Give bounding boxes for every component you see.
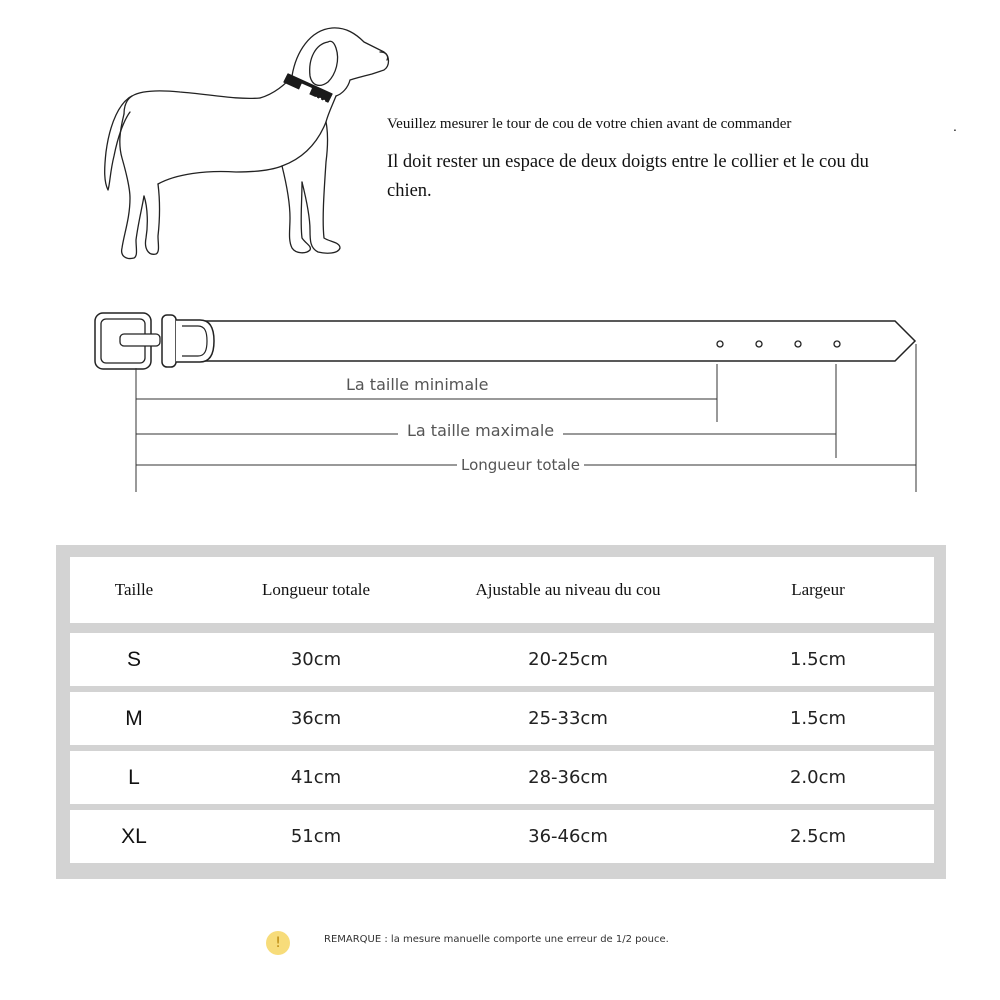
table-row bbox=[70, 810, 934, 863]
total-length-cell: 41cm bbox=[290, 767, 342, 788]
adjustable-cell: 20-25cm bbox=[528, 649, 608, 670]
header-adjustable: Ajustable au niveau du cou bbox=[475, 580, 661, 599]
size-table bbox=[56, 545, 946, 879]
max-size-label: La taille maximale bbox=[398, 421, 563, 441]
table-header-row bbox=[70, 557, 934, 623]
adjustable-cell: 36-46cm bbox=[528, 826, 608, 847]
instruction-spacing: Il doit rester un espace de deux doigts entre le collier et le cou du chien. bbox=[387, 152, 869, 201]
width-cell: 1.5cm bbox=[789, 649, 847, 670]
header-size: Taille bbox=[114, 580, 154, 599]
total-length-label: Longueur totale bbox=[457, 455, 584, 475]
trailing-dot: . bbox=[953, 118, 957, 134]
total-length-cell: 36cm bbox=[290, 708, 342, 729]
width-cell: 1.5cm bbox=[789, 708, 847, 729]
size-cell: L bbox=[128, 765, 140, 789]
adjustable-cell: 25-33cm bbox=[528, 708, 608, 729]
width-cell: 2.5cm bbox=[789, 826, 847, 847]
header-width: Largeur bbox=[791, 580, 845, 599]
total-length-cell: 51cm bbox=[290, 826, 342, 847]
size-cell: XL bbox=[121, 824, 147, 848]
warning-icon: ! bbox=[266, 931, 290, 955]
table-row bbox=[70, 751, 934, 804]
table-row bbox=[70, 633, 934, 686]
total-length-cell: 30cm bbox=[290, 649, 342, 670]
min-size-label: La taille minimale bbox=[340, 375, 494, 395]
measurement-note: REMARQUE : la mesure manuelle comporte une erreur de 1/2 pouce. bbox=[324, 934, 669, 945]
width-cell: 2.0cm bbox=[789, 767, 847, 788]
table-row bbox=[70, 692, 934, 745]
instruction-measure: Veuillez mesurer le tour de cou de votre chien avant de commander bbox=[387, 116, 792, 132]
size-cell: S bbox=[126, 647, 141, 671]
header-total-length: Longueur totale bbox=[261, 580, 371, 599]
adjustable-cell: 28-36cm bbox=[528, 767, 608, 788]
size-cell: M bbox=[125, 706, 143, 730]
dog-illustration-icon bbox=[96, 22, 396, 267]
